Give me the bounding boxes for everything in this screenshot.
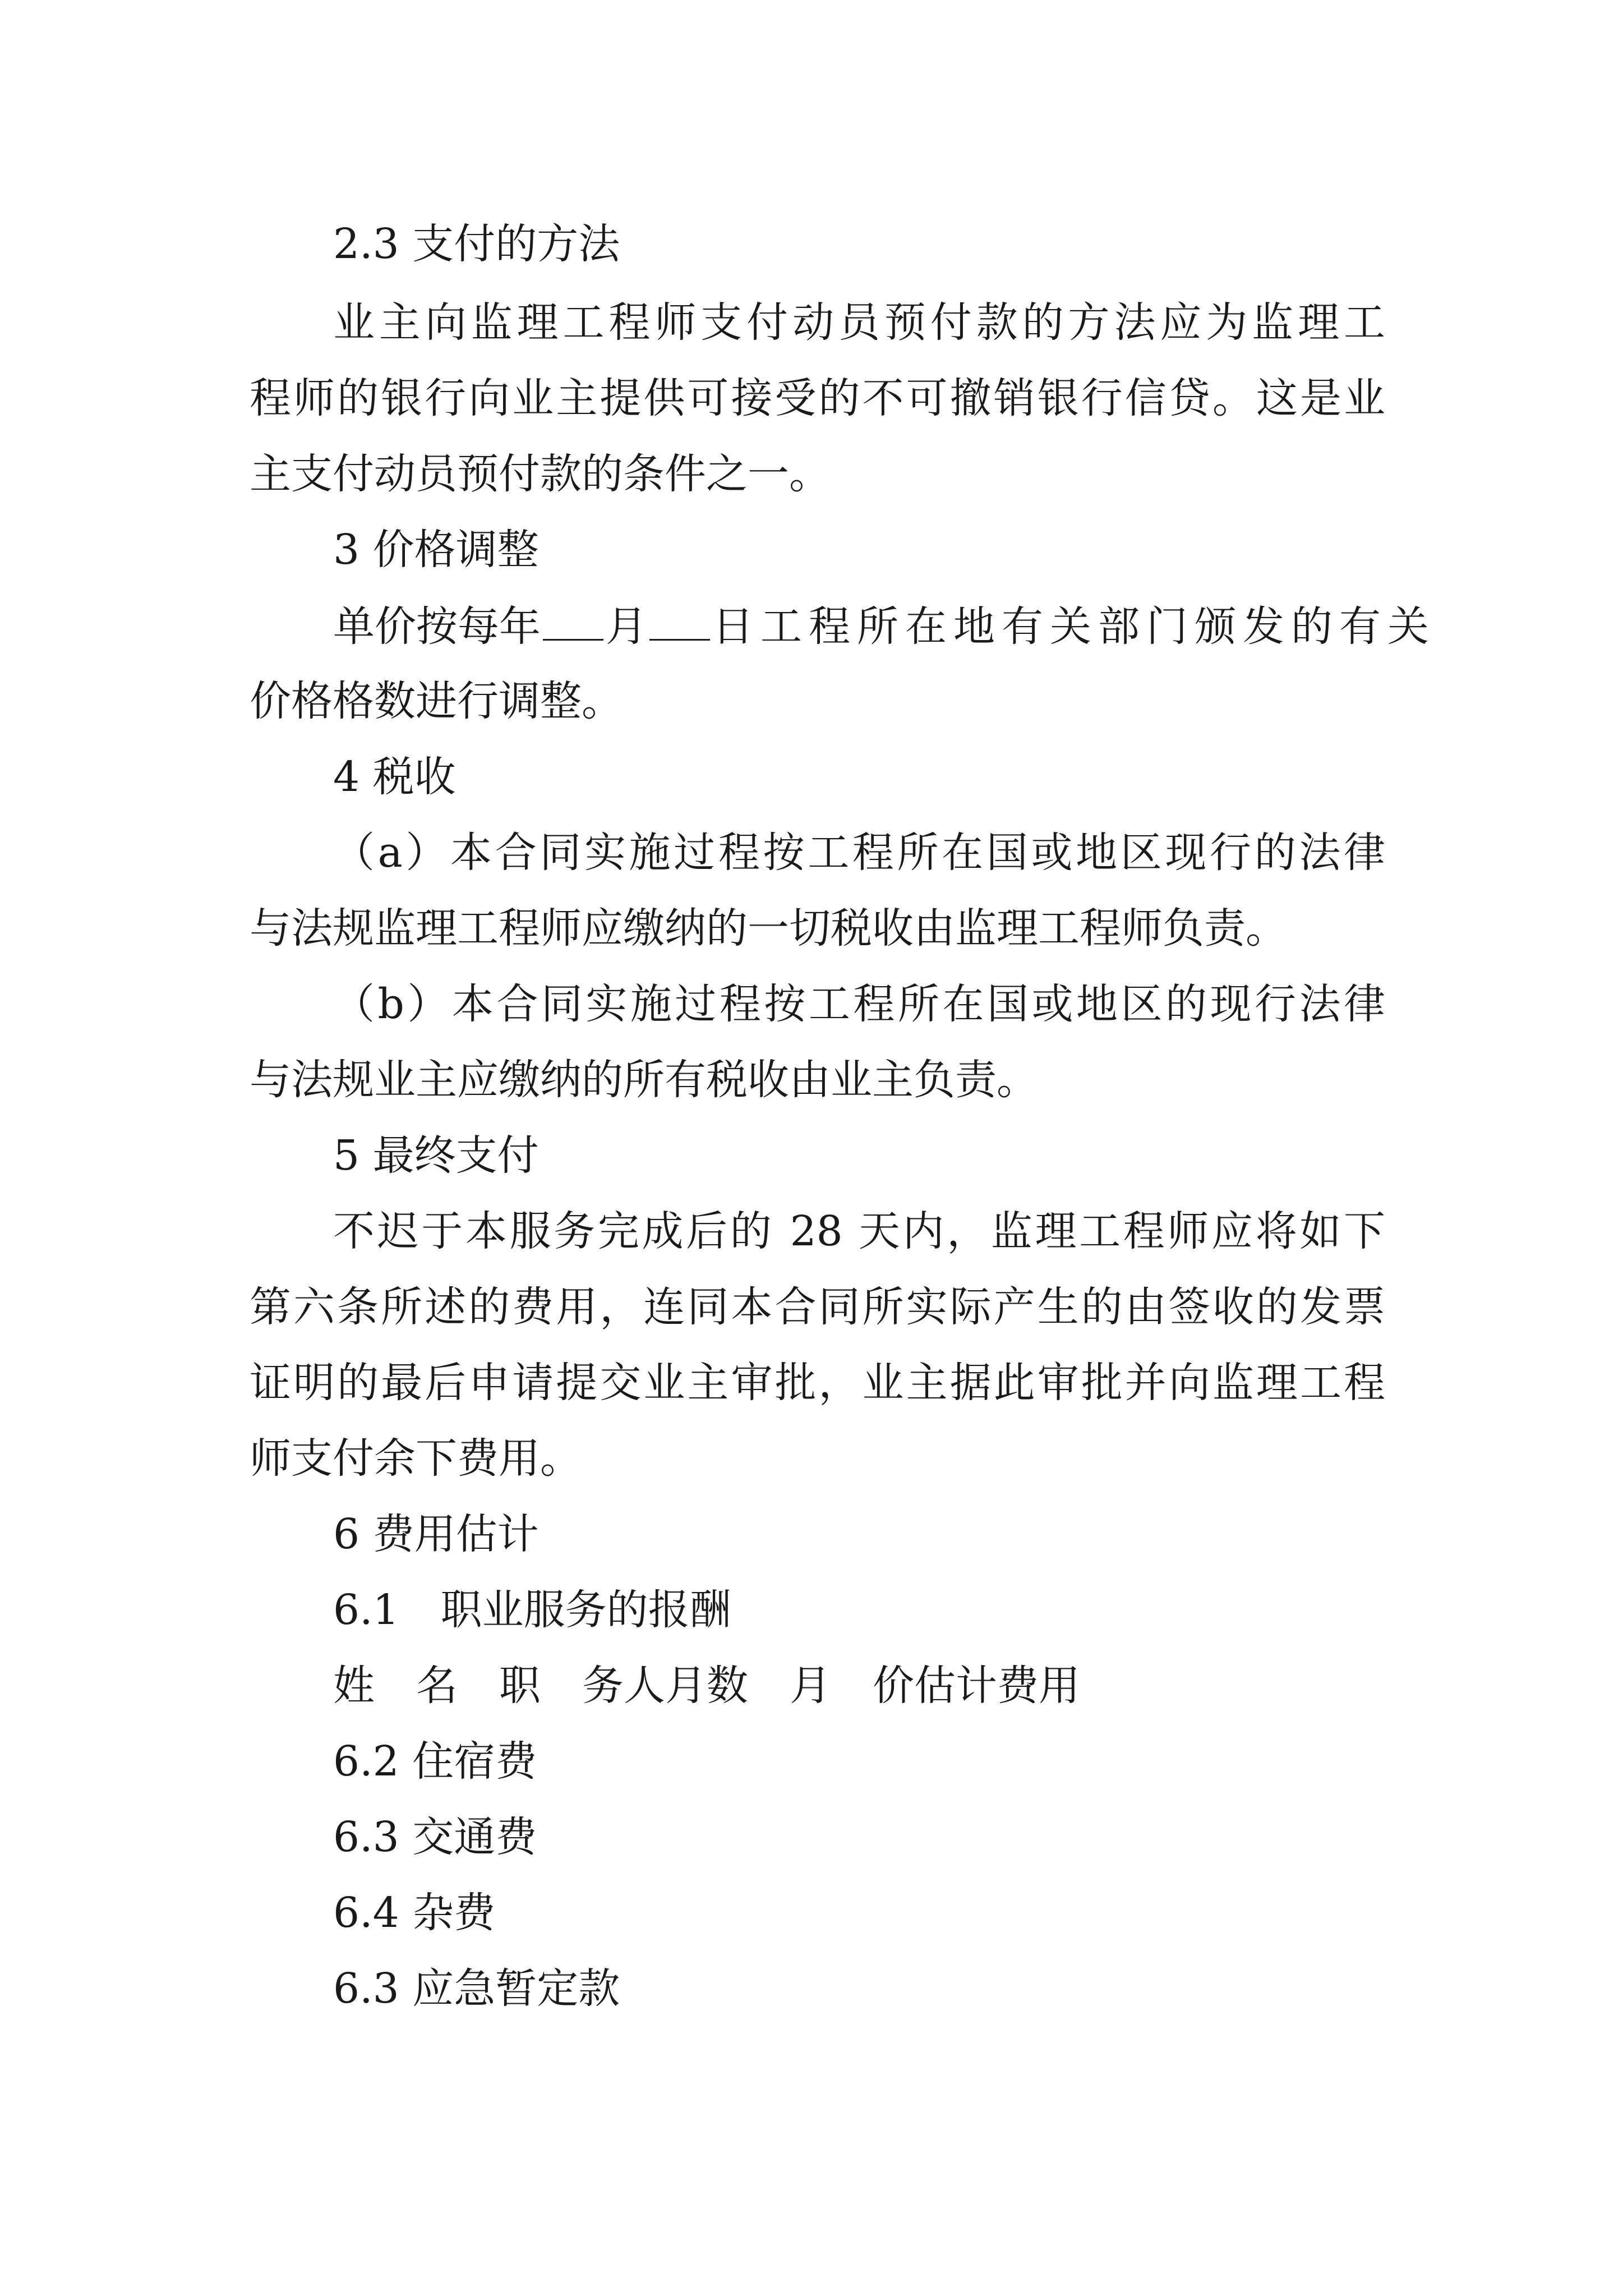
fee-table-header: 姓 名 职 务人月数 月 价估计费用	[333, 1662, 1080, 1710]
text-fragment: 月	[606, 602, 647, 651]
section-heading-3: 3 价格调整	[333, 526, 539, 574]
subsection-heading-6-2: 6.2 住宿费	[333, 1737, 537, 1786]
text-fragment: 日工程所在地有关部门颁发的有关	[712, 602, 1436, 651]
paragraph-line: （a）本合同实施过程按工程所在国或地区现行的法律	[333, 829, 1385, 877]
subsection-heading-6-4: 6.4 杂费	[333, 1889, 496, 1937]
paragraph-line: 师支付余下费用。	[250, 1434, 582, 1483]
paragraph-line: 与法规监理工程师应缴纳的一切税收由监理工程师负责。	[250, 904, 1287, 953]
paragraph-line: 第六条所述的费用，连同本合同所实际产生的由签收的发票	[250, 1283, 1385, 1331]
paragraph-line: 业主向监理工程师支付动员预付款的方法应为监理工	[333, 298, 1385, 347]
paragraph-line: 主支付动员预付款的条件之一。	[250, 450, 831, 498]
section-heading-5: 5 最终支付	[333, 1131, 539, 1180]
paragraph-line-with-blanks	[333, 597, 1436, 654]
fill-in-blank-month	[543, 597, 603, 641]
paragraph-line: 与法规业主应缴纳的所有税收由业主负责。	[250, 1056, 1038, 1104]
section-heading-2-3: 2.3 支付的方法	[333, 220, 620, 268]
paragraph-line: （b）本合同实施过程按工程所在国或地区的现行法律	[333, 980, 1385, 1028]
subsection-heading-contingency: 6.3 应急暂定款	[333, 1964, 620, 2013]
subsection-heading-6-3: 6.3 交通费	[333, 1813, 537, 1861]
paragraph-line: 证明的最后申请提交业主审批，业主据此审批并向监理工程	[250, 1359, 1385, 1407]
paragraph-line: 不迟于本服务完成后的 28 天内，监理工程师应将如下	[333, 1207, 1385, 1255]
text-fragment: 单价按每年	[333, 602, 541, 651]
paragraph-line: 价格格数进行调整。	[250, 677, 623, 725]
paragraph-line: 程师的银行向业主提供可接受的不可撤销银行信贷。这是业	[250, 374, 1385, 422]
fill-in-blank-day	[649, 597, 710, 641]
section-heading-6: 6 费用估计	[333, 1510, 539, 1558]
subsection-heading-6-1: 6.1 职业服务的报酬	[333, 1586, 731, 1634]
section-heading-4: 4 税收	[333, 753, 456, 801]
